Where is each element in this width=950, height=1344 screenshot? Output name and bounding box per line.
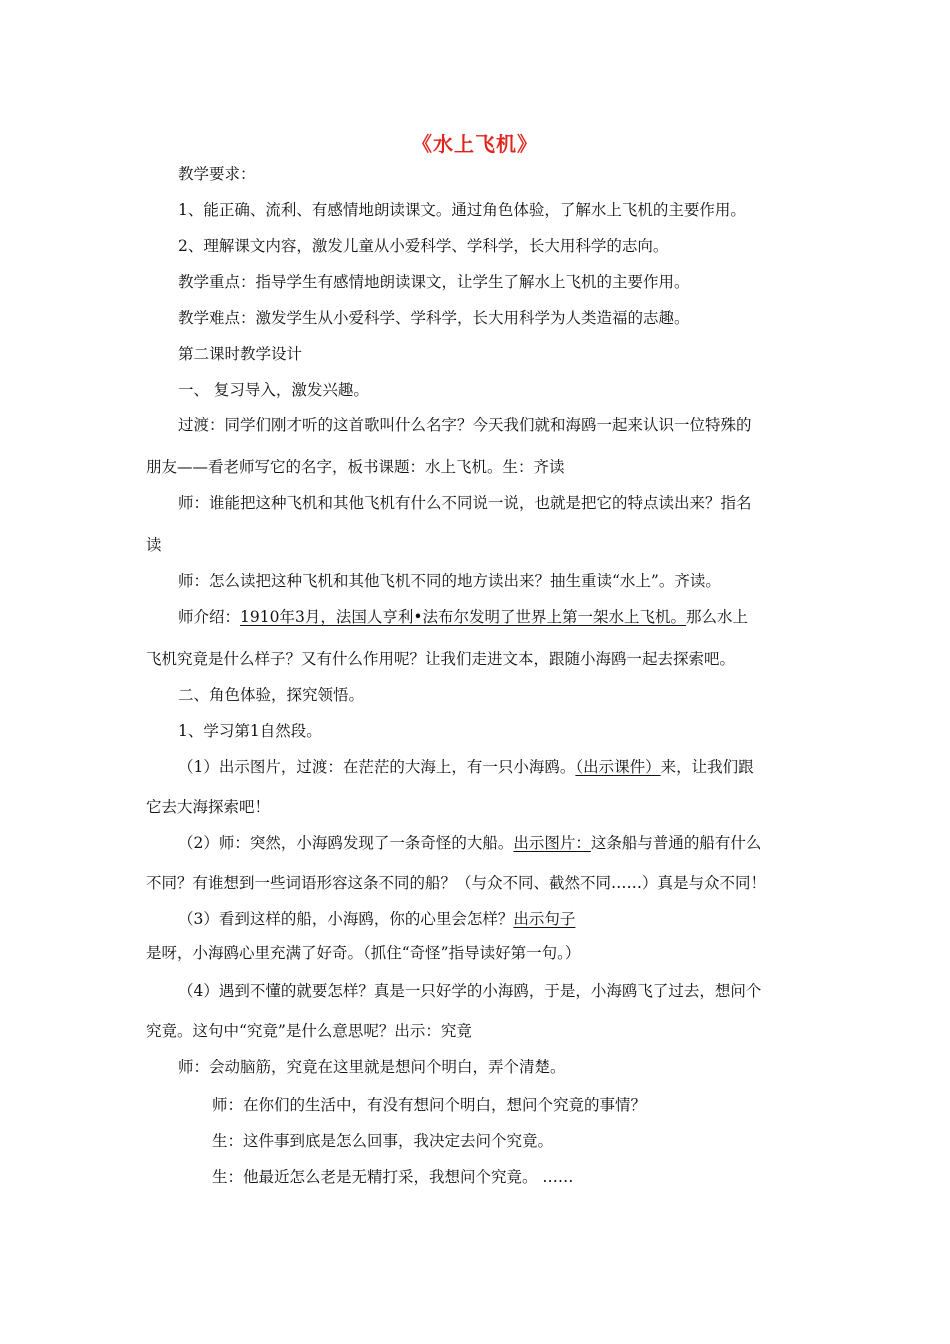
intro-tail: 那么水上 bbox=[685, 608, 748, 626]
step-1-text: （1）出示图片，过渡：在茫茫的大海上，有一只小海鸥。 bbox=[178, 758, 576, 776]
intro-history-underlined: 1910年3月，法国人亨利•法布尔发明了世界上第一架水上飞机。 bbox=[240, 608, 686, 626]
document-title: 《水上飞机》 bbox=[412, 132, 538, 156]
step-2-line1 bbox=[178, 833, 761, 853]
teacher-prompt: 师：在你们的生活中，有没有想问个明白，想问个究竟的事情？ bbox=[212, 1096, 647, 1114]
step-3-text: （3）看到这样的船，小海鸥，你的心里会怎样？ bbox=[178, 910, 514, 928]
lesson-design-heading: 第二课时教学设计 bbox=[178, 345, 303, 363]
study-paragraph-one: 1、学习第1自然段。 bbox=[178, 722, 322, 740]
step-3-followup: 是呀，小海鸥心里充满了好奇。（抓住“奇怪”指导读好第一句。） bbox=[146, 944, 581, 962]
step-3-show-sentence-underlined: 出示句子 bbox=[513, 910, 576, 928]
paragraph-transition-line1: 过渡：同学们刚才听的这首歌叫什么名字？今天我们就和海鸥一起来认识一位特殊的 bbox=[178, 416, 752, 434]
step-2-show-picture-underlined: 出示图片： bbox=[513, 834, 591, 852]
step-1-courseware-underlined: （出示课件） bbox=[575, 758, 661, 776]
section-one-heading: 一、 复习导入，激发兴趣。 bbox=[178, 381, 369, 399]
teaching-requirements-heading: 教学要求： bbox=[178, 165, 256, 183]
step-1-tail: 来，让我们跟 bbox=[660, 758, 754, 776]
teaching-focus: 教学重点：指导学生有感情地朗读课文，让学生了解水上飞机的主要作用。 bbox=[178, 273, 690, 291]
teacher-explanation: 师：会动脑筋，究竟在这里就是想问个明白，弄个清楚。 bbox=[178, 1058, 566, 1076]
paragraph-introduction-line1 bbox=[178, 607, 748, 627]
step-2-text: （2）师：突然，小海鸥发现了一条奇怪的大船。 bbox=[178, 834, 514, 852]
requirement-2: 2、理解课文内容，激发儿童从小爱科学、学科学，长大用科学的志向。 bbox=[178, 237, 669, 255]
student-answer-2: 生：他最近怎么老是无精打采，我想问个究竟。 …… bbox=[212, 1168, 574, 1186]
step-1-line1 bbox=[178, 757, 754, 777]
step-4-line1: （4）遇到不懂的就要怎样？真是一只好学的小海鸥，于是，小海鸥飞了过去，想问个 bbox=[178, 982, 762, 1000]
intro-label: 师介绍： bbox=[178, 608, 241, 626]
step-4-line2: 究竟。这句中“究竟”是什么意思呢？出示：究竟 bbox=[146, 1022, 472, 1040]
section-two-heading: 二、角色体验，探究领悟。 bbox=[178, 686, 365, 704]
student-answer-1: 生：这件事到底是怎么回事，我决定去问个究竟。 bbox=[212, 1132, 554, 1150]
paragraph-teacher-question-line1: 师：谁能把这种飞机和其他飞机有什么不同说一说，也就是把它的特点读出来？指名 bbox=[178, 494, 752, 512]
step-2-line2: 不同？有谁想到一些词语形容这条不同的船？（与众不同、截然不同……）真是与众不同！ bbox=[146, 874, 767, 892]
paragraph-teacher-question-line2: 读 bbox=[146, 536, 162, 554]
teaching-difficulty: 教学难点：激发学生从小爱科学、学科学，长大用科学为人类造福的志趣。 bbox=[178, 309, 690, 327]
step-1-line2: 它去大海探索吧！ bbox=[146, 798, 271, 816]
requirement-1: 1、能正确、流利、有感情地朗读课文。通过角色体验，了解水上飞机的主要作用。 bbox=[178, 201, 746, 219]
step-3 bbox=[178, 909, 575, 929]
paragraph-transition-line2: 朋友——看老师写它的名字，板书课题：水上飞机。生：齐读 bbox=[146, 458, 565, 476]
step-2-tail: 这条船与普通的船有什么 bbox=[590, 834, 762, 852]
paragraph-read-aloud: 师：怎么读把这种飞机和其他飞机不同的地方读出来？抽生重读“水上”。齐读。 bbox=[178, 572, 721, 590]
paragraph-introduction-line2: 飞机究竟是什么样子？又有什么作用呢？让我们走进文本，跟随小海鸥一起去探索吧。 bbox=[146, 650, 736, 668]
